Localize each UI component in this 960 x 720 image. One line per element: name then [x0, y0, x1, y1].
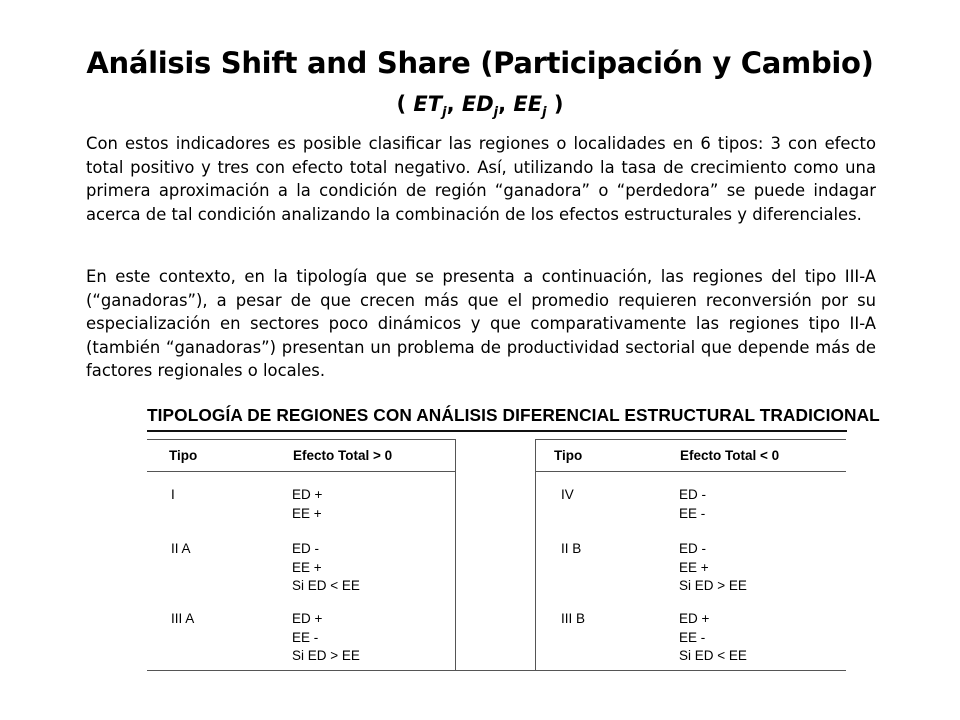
slide-title: Análisis Shift and Share (Participación y Cambio) [86, 46, 874, 80]
table-row-type: IV [561, 487, 574, 502]
table-bottom-rule [147, 670, 846, 671]
right-header-bottom-rule [535, 471, 846, 472]
left-type-header: Tipo [169, 448, 198, 463]
table-title: TIPOLOGÍA DE REGIONES CON ANÁLISIS DIFERENCIAL ESTRUCTURAL TRADICIONAL [147, 405, 880, 425]
table-row-effects: ED + EE - Si ED < EE [679, 611, 747, 663]
middle-right-divider [535, 439, 536, 670]
right-header-top-rule [535, 439, 846, 440]
subtitle-sub-ed: j [493, 105, 499, 120]
subtitle-sub-ee: j [542, 105, 547, 120]
table-row-effects: ED + EE + [292, 487, 323, 521]
left-effect-header: Efecto Total > 0 [293, 448, 393, 463]
paragraph-intro: Con estos indicadores es posible clasificar las regiones o localidades en 6 tipos: 3 con efecto total positivo y tres con efecto total negativo. Así, utilizando la tasa de crecimiento como una primera aproximación a la condición de región “ganadora” o “perdedora” se puede indagar acerca de tal condición analizando la combinación de los efectos estructurales y diferenciales. [86, 134, 876, 224]
left-header-bottom-rule [147, 471, 455, 472]
table-title-rule [147, 430, 847, 432]
subtitle-term-et: ET [413, 92, 443, 116]
subtitle-sub-et: j [442, 105, 447, 120]
subtitle-close: ) [546, 92, 564, 116]
subtitle-sep: , [498, 92, 514, 116]
table-row-type: III B [561, 611, 586, 626]
table-row-type: III A [171, 611, 195, 626]
table-row-effects: ED - EE + Si ED > EE [679, 541, 747, 593]
left-header-top-rule [147, 439, 455, 440]
table-row-effects: ED + EE - Si ED > EE [292, 611, 360, 663]
subtitle-open: ( [396, 92, 414, 116]
subtitle-term-ed: ED [461, 92, 494, 116]
paragraph-context: En este contexto, en la tipología que se presenta a continuación, las regiones del tipo III-A (“ganadoras”), a pesar de que crecen más que el promedio requieren reconversión por su especialización en sectores poco dinámicos y que comparativamente las regiones tipo II-A (también “ganadoras”) presentan un problema de productividad sectorial que depende más de factores regionales o locales. [86, 267, 876, 380]
table-row-type: I [171, 487, 175, 502]
subtitle-sep: , [446, 92, 462, 116]
subtitle-term-ee: EE [513, 92, 543, 116]
table-row-type: II B [561, 541, 582, 556]
table-row-type: II A [171, 541, 191, 556]
table-row-effects: ED - EE + Si ED < EE [292, 541, 360, 593]
right-effect-header: Efecto Total < 0 [680, 448, 780, 463]
middle-left-divider [455, 439, 456, 670]
right-type-header: Tipo [554, 448, 583, 463]
table-row-effects: ED - EE - [679, 487, 706, 521]
slide-subtitle [0, 92, 960, 120]
